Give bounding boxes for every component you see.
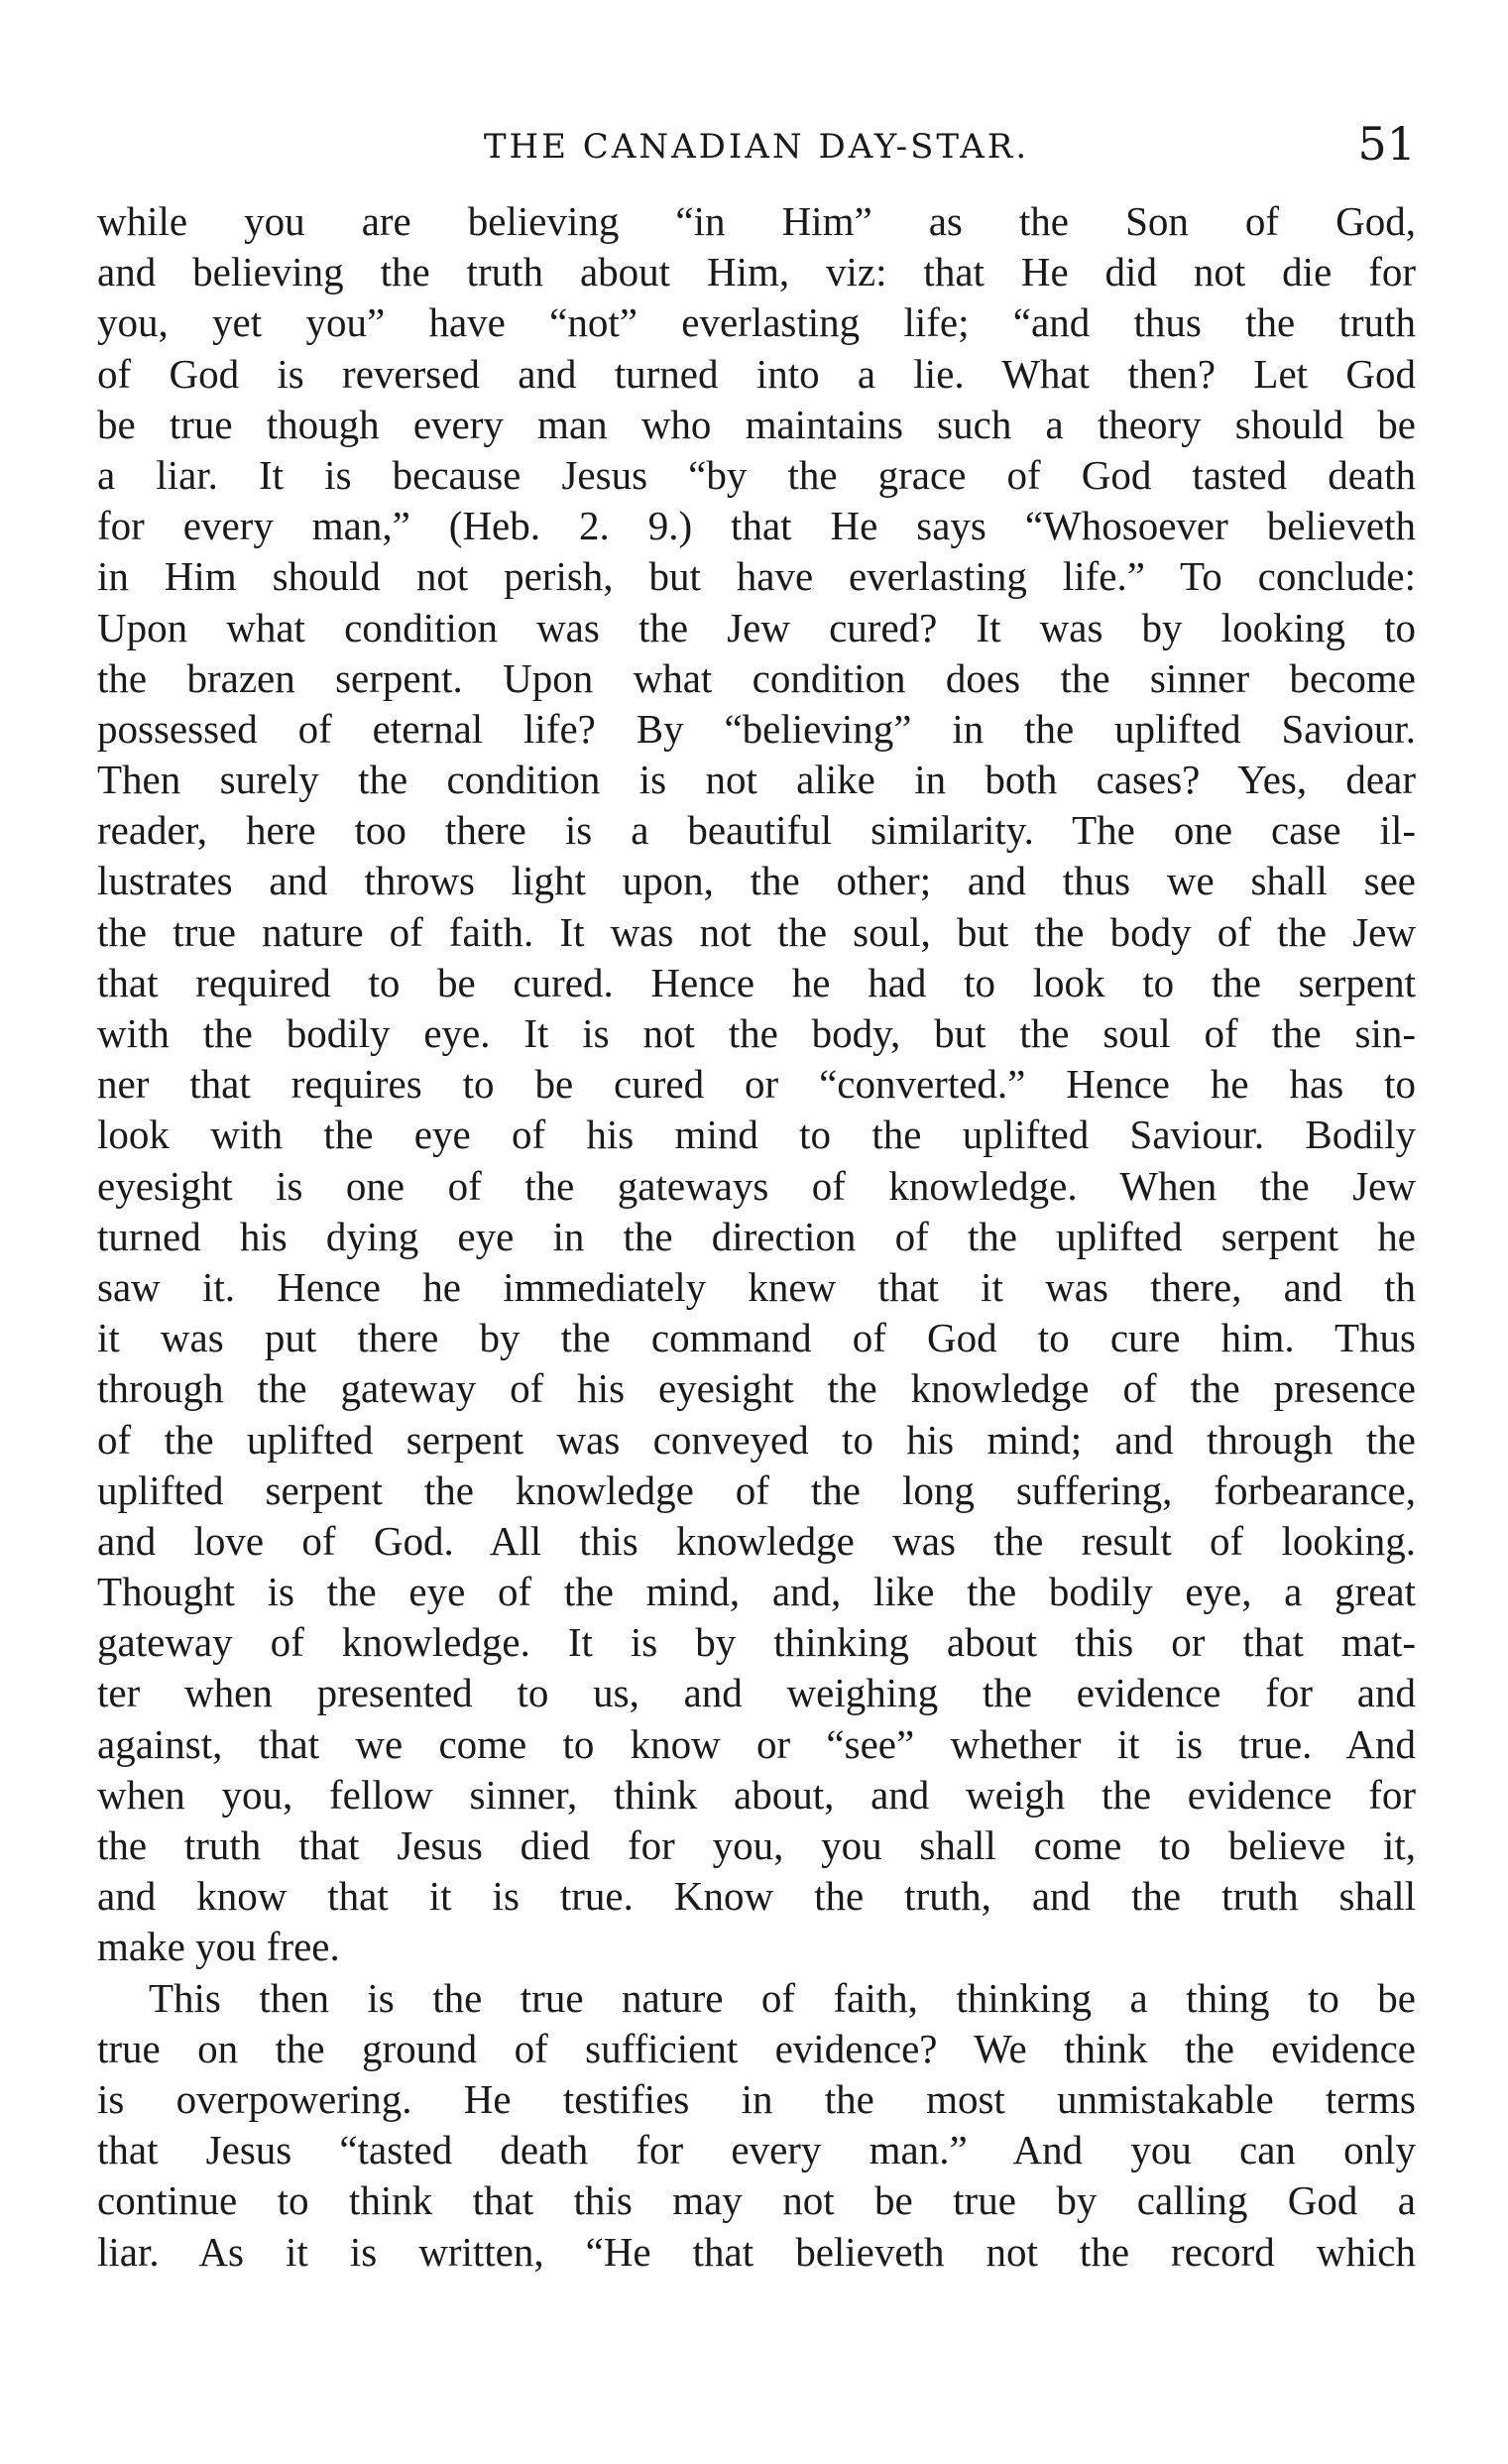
text-line: turned his dying eye in the direction of the uplifted serpent he [97, 1213, 1416, 1259]
text-line: Thought is the eye of the mind, and, like the bodily eye, a great [97, 1569, 1416, 1615]
text-line: the brazen serpent. Upon what condition does the sinner become [97, 654, 1416, 701]
text-line: and know that it is true. Know the truth, and the truth shall [97, 1873, 1416, 1920]
text-line: in Him should not perish, but have everlasting life.” To conclude: [97, 553, 1416, 600]
text-line: that required to be cured. Hence he had to look to the serpent [97, 959, 1416, 1005]
text-line: be true though every man who maintains such a theory should be [97, 401, 1416, 447]
text-line: is overpowering. He testifies in the most unmistakable terms [97, 2075, 1416, 2122]
text-line: continue to think that this may not be true by calling God a [97, 2177, 1416, 2224]
text-line: while you are believing “in Him” as the Son of God, [97, 198, 1416, 244]
text-line: of the uplifted serpent was conveyed to his mind; and through the [97, 1416, 1416, 1463]
text-line: true on the ground of sufficient evidence? We think the evidence [97, 2025, 1416, 2071]
text-line: that Jesus “tasted death for every man.” And you can only [97, 2127, 1416, 2173]
text-line: for every man,” (Heb. 2. 9.) that He says “Whosoever believeth [97, 503, 1416, 549]
text-line: reader, here too there is a beautiful similarity. The one case il- [97, 807, 1416, 854]
paragraph-2 [97, 1973, 1416, 2278]
text-line: the true nature of faith. It was not the soul, but the body of the Jew [97, 908, 1416, 955]
text-line: ter when presented to us, and weighing the evidence for and [97, 1670, 1416, 1716]
text-line: a liar. It is because Jesus “by the grace of God tasted death [97, 451, 1416, 498]
text-line: and love of God. All this knowledge was the result of looking. [97, 1517, 1416, 1564]
text-line: eyesight is one of the gateways of knowledge. When the Jew [97, 1162, 1416, 1209]
running-title: THE CANADIAN DAY-STAR. [483, 127, 1030, 167]
text-line: look with the eye of his mind to the uplifted Saviour. Bodily [97, 1112, 1416, 1158]
text-line: with the bodily eye. It is not the body, but the soul of the sin- [97, 1010, 1416, 1056]
page-number: 51 [1357, 117, 1416, 171]
text-line: uplifted serpent the knowledge of the long suffering, forbearance, [97, 1467, 1416, 1513]
text-line: liar. As it is written, “He that believeth not the record which [97, 2228, 1416, 2275]
text-line: make you free. [97, 1924, 340, 1970]
text-line: saw it. Hence he immediately knew that it was there, and th [97, 1263, 1416, 1310]
text-line: against, that we come to know or “see” whether it is true. And [97, 1720, 1416, 1767]
text-line: Upon what condition was the Jew cured? It was by looking to [97, 604, 1416, 650]
page-header [97, 117, 1416, 176]
text-line: through the gateway of his eyesight the knowledge of the presence [97, 1365, 1416, 1412]
text-line: the truth that Jesus died for you, you shall come to believe it, [97, 1822, 1416, 1868]
text-line: ner that requires to be cured or “converted.” Hence he has to [97, 1061, 1416, 1108]
text-line: This then is the true nature of faith, thinking a thing to be [149, 1974, 1416, 2021]
text-line: you, yet you” have “not” everlasting life; “and thus the truth [97, 299, 1416, 346]
text-line: when you, fellow sinner, think about, and weigh the evidence for [97, 1771, 1416, 1818]
text-line: of God is reversed and turned into a lie. What then? Let God [97, 350, 1416, 397]
text-line: and believing the truth about Him, viz: that He did not die for [97, 249, 1416, 295]
text-line: gateway of knowledge. It is by thinking about this or that mat- [97, 1619, 1416, 1666]
paragraph-1 [97, 196, 1416, 1973]
text-line: lustrates and throws light upon, the other; and thus we shall see [97, 858, 1416, 904]
text-line: it was put there by the command of God to cure him. Thus [97, 1315, 1416, 1361]
body-text [97, 196, 1416, 2278]
text-line: Then surely the condition is not alike in both cases? Yes, dear [97, 757, 1416, 803]
text-line: possessed of eternal life? By “believing” in the uplifted Saviour. [97, 705, 1416, 752]
